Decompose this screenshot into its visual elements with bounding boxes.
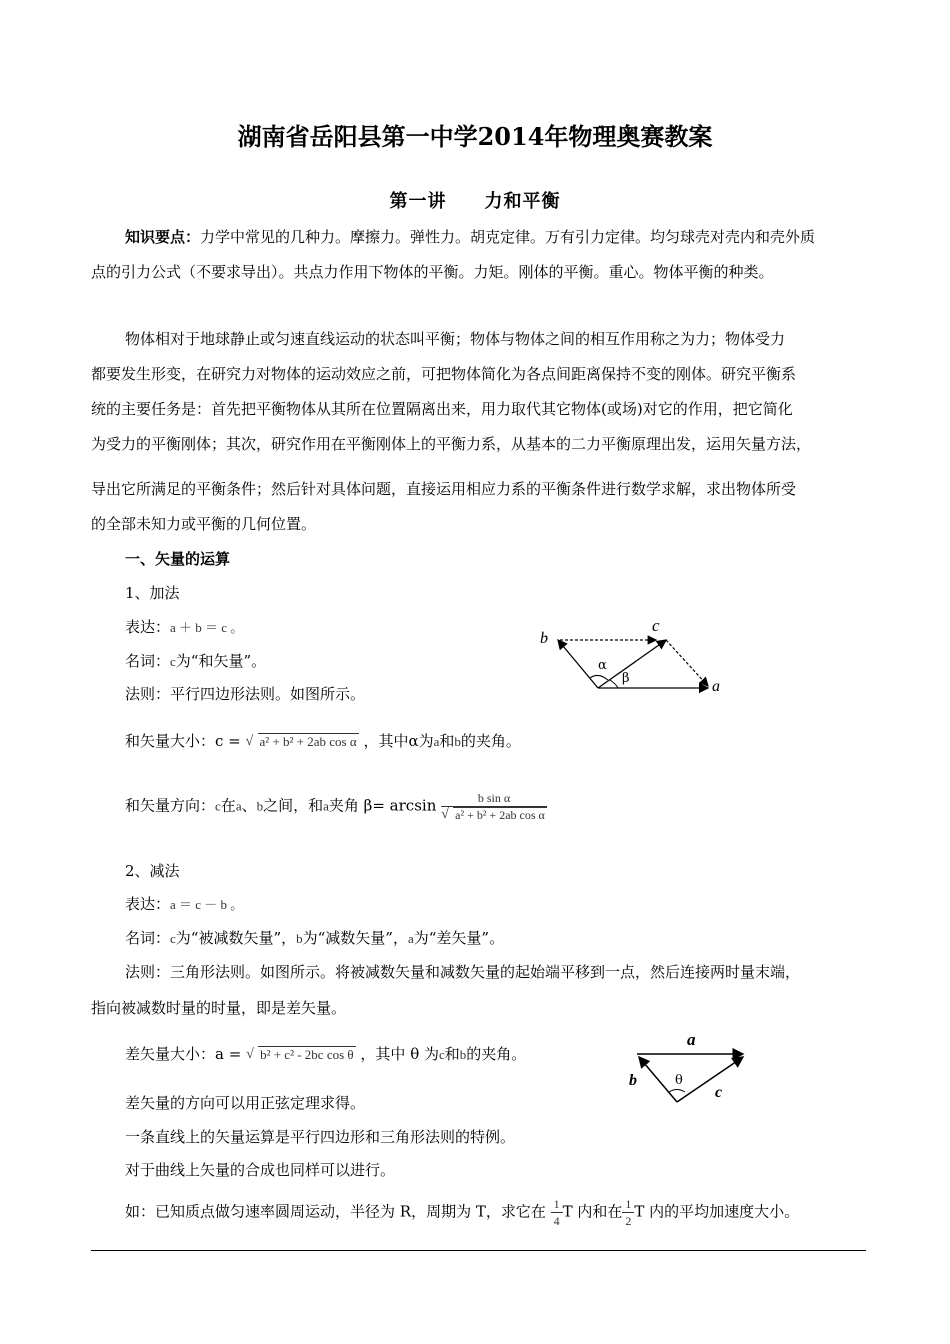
angle-arc bbox=[590, 675, 608, 680]
difference-direction-note: 差矢量的方向可以用正弦定理求得。 bbox=[125, 1094, 366, 1112]
bottom-divider bbox=[91, 1250, 866, 1251]
diagram-label-a: a bbox=[687, 1030, 696, 1049]
difference-magnitude: 差矢量大小：a = √ b² + c² - 2bc cos θ ，其中 θ 为c和b的夹角。 bbox=[125, 1045, 527, 1063]
diagram-label-beta: β bbox=[622, 671, 630, 686]
addition-name: 名词：c为“和矢量”。 bbox=[125, 652, 267, 670]
vector-b-arrow bbox=[639, 1057, 677, 1102]
sqrt-formula: √ b² + c² - 2bc cos θ bbox=[246, 1047, 354, 1062]
addition-heading: 1、加法 bbox=[125, 584, 180, 602]
sum-magnitude: 和矢量大小：c = √ a² + b² + 2ab cos α ，其中α为a和b的夹角。 bbox=[125, 732, 521, 750]
fraction-one-quarter: $\frac{1}{4}$ bbox=[551, 1196, 563, 1229]
fraction-one-half: $\frac{1}{2}$ bbox=[622, 1196, 634, 1229]
dashed-right-edge bbox=[666, 640, 708, 686]
diagram-label-b: b bbox=[629, 1072, 637, 1089]
parallelogram-svg bbox=[530, 610, 730, 700]
knowledge-label: 知识要点： bbox=[125, 228, 201, 246]
page-title: 湖南省岳阳县第一中学2014年物理奥赛教案 bbox=[237, 122, 713, 151]
example-line: 如：已知质点做匀速率圆周运动，半径为 R，周期为 T，求它在 $\frac{1}{4}$ T 内和在 $\frac{1}{2}$ T 内的平均加速度大小。 bbox=[125, 1197, 800, 1228]
diagram-label-alpha: α bbox=[598, 658, 607, 673]
curve-note: 对于曲线上矢量的合成也同样可以进行。 bbox=[125, 1161, 396, 1179]
subtraction-rule-2: 指向被减数时量的时量，即是差矢量。 bbox=[91, 999, 347, 1017]
knowledge-line-1: 知识要点：力学中常见的几种力。摩擦力。弹性力。胡克定律。万有引力定律。均匀球壳对壳内和壳外质 bbox=[125, 228, 816, 246]
subtraction-expression: 表达：a ＝ c － b 。 bbox=[125, 895, 244, 913]
lecture-title: 第一讲 力和平衡 bbox=[389, 191, 561, 212]
straight-line-note: 一条直线上的矢量运算是平行四边形和三角形法则的特例。 bbox=[125, 1128, 516, 1146]
angle-arc bbox=[669, 1090, 685, 1093]
intro-line: 的全部未知力或平衡的几何位置。 bbox=[91, 515, 317, 533]
sqrt-formula: √ a² + b² + 2ab cos α bbox=[245, 734, 357, 749]
intro-line: 为受力的平衡刚体；其次，研究作用在平衡刚体上的平衡力系，从基本的二力平衡原理出发，运用矢量方法， bbox=[91, 435, 812, 453]
addition-rule: 法则：平行四边形法则。如图所示。 bbox=[125, 685, 366, 703]
intro-line: 都要发生形变，在研究力对物体的运动效应之前，可把物体简化为各点间距离保持不变的刚体。研究平衡系 bbox=[91, 365, 797, 383]
vector-b-arrow bbox=[558, 640, 598, 688]
subtraction-rule-1: 法则：三角形法则。如图所示。将被减数矢量和减数矢量的起始端平移到一点，然后连接两时量末端， bbox=[125, 963, 801, 981]
addition-expression: 表达：a ＋ b ＝ c 。 bbox=[125, 618, 244, 636]
angle-arc-beta bbox=[610, 680, 618, 688]
parallelogram-diagram bbox=[530, 610, 730, 700]
vector-c-arrow bbox=[677, 1057, 743, 1102]
section-heading-vectors: 一、矢量的运算 bbox=[125, 550, 231, 568]
arcsin-fraction: b sin α √ a² + b² + 2ab cos α bbox=[441, 791, 545, 822]
sum-direction: 和矢量方向：c在a、b之间，和a夹角 β= arcsin b sin α √ a² + b² + 2ab cos α bbox=[125, 791, 545, 822]
triangle-diagram bbox=[625, 1030, 765, 1110]
diagram-label-theta: θ bbox=[675, 1073, 683, 1088]
subtraction-names: 名词：c为“被减数矢量”，b为“减数矢量”，a为“差矢量”。 bbox=[125, 929, 505, 947]
intro-line: 统的主要任务是：首先把平衡物体从其所在位置隔离出来，用力取代其它物体(或场)对它的作用，把它简化 bbox=[91, 400, 793, 418]
intro-line: 物体相对于地球静止或匀速直线运动的状态叫平衡；物体与物体之间的相互作用称之为力；物体受力 bbox=[125, 330, 786, 348]
intro-line: 导出它所满足的平衡条件；然后针对具体问题，直接运用相应力系的平衡条件进行数学求解，求出物体所受 bbox=[91, 480, 797, 498]
diagram-label-a: a bbox=[712, 678, 720, 695]
diagram-label-c: c bbox=[715, 1084, 723, 1101]
vector-c-arrow bbox=[598, 640, 666, 688]
knowledge-line-2: 点的引力公式（不要求导出）。共点力作用下物体的平衡。力矩。刚体的平衡。重心。物体平衡的种类。 bbox=[91, 263, 774, 281]
diagram-label-c: c bbox=[652, 616, 660, 635]
diagram-label-b: b bbox=[540, 630, 548, 647]
subtraction-heading: 2、减法 bbox=[125, 862, 180, 880]
